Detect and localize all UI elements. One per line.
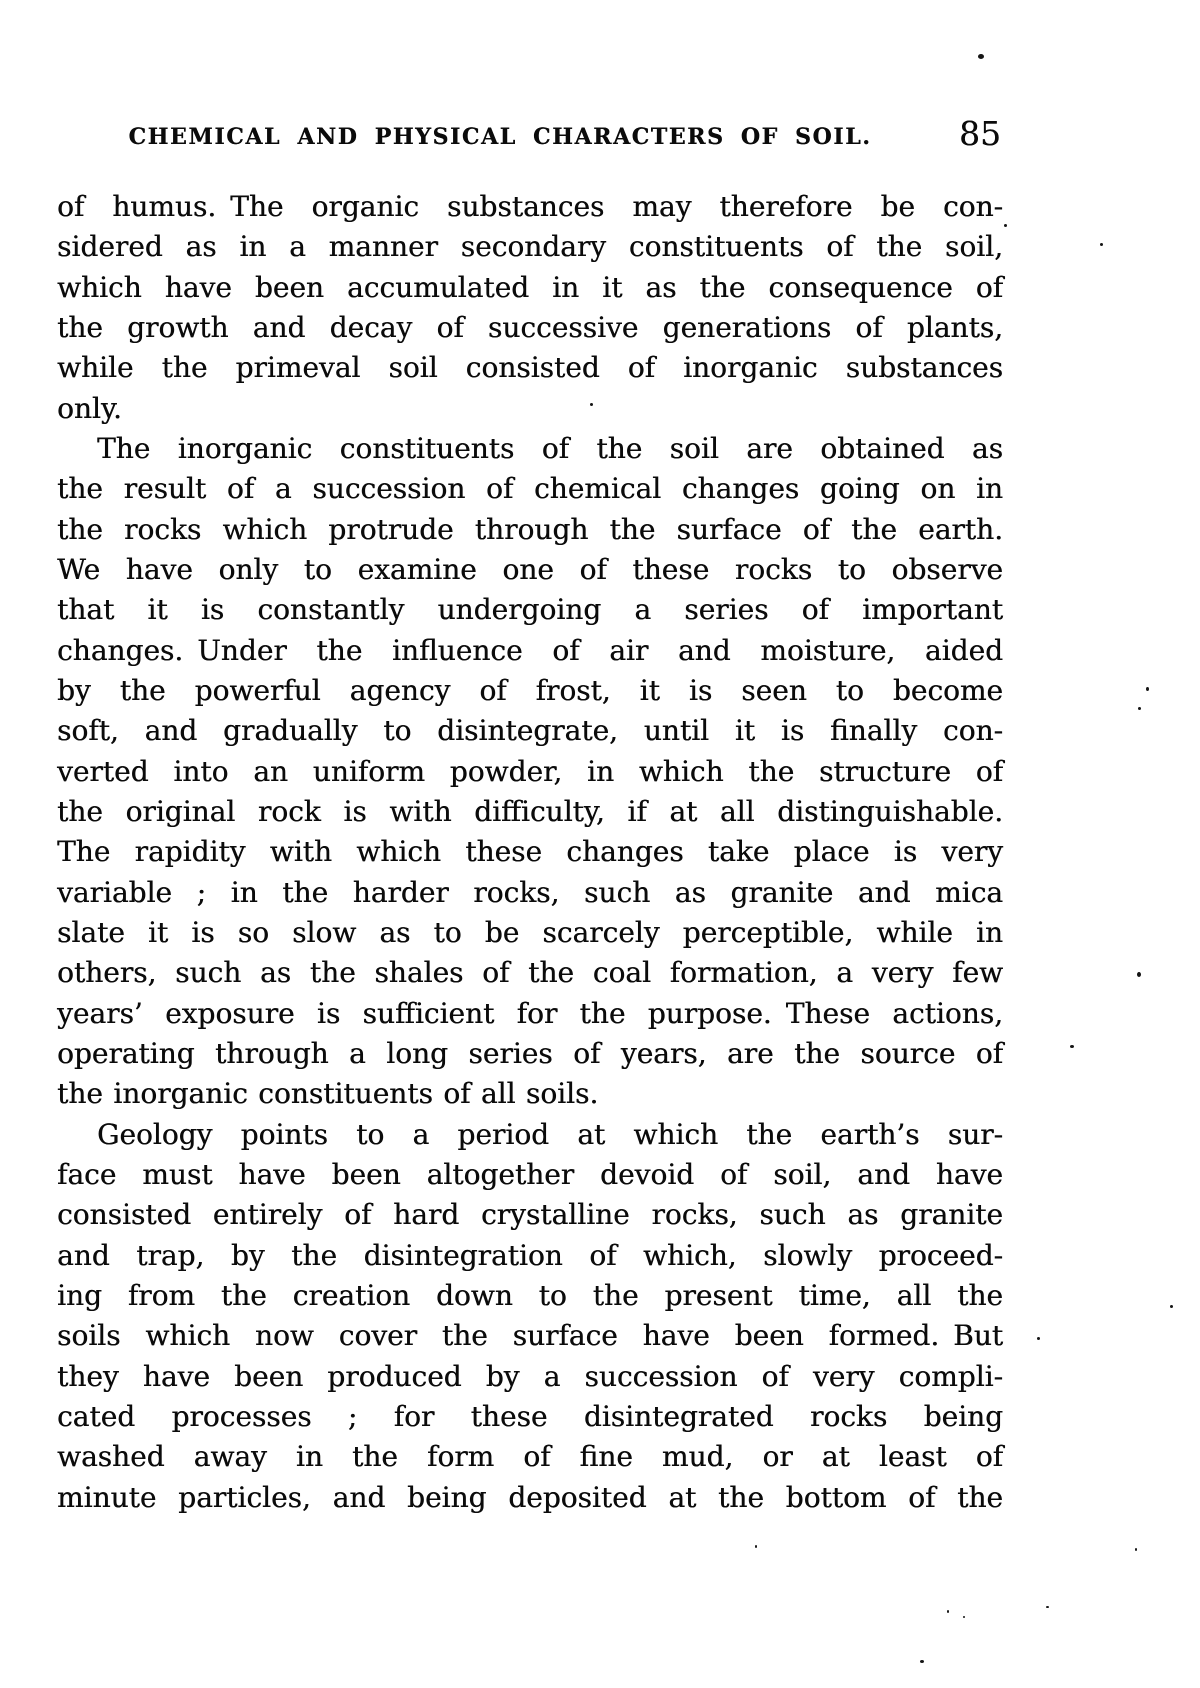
scan-speck — [920, 1660, 924, 1663]
text-line: the inorganic constituents of all soils. — [57, 1077, 599, 1111]
text-line: the rocks which protrude through the surface of the earth. — [57, 512, 1003, 546]
text-line: while the primeval soil consisted of inorganic substances — [57, 351, 1003, 385]
text-line: that it is constantly undergoing a series of important — [57, 593, 1003, 627]
scan-speck — [1070, 1045, 1074, 1048]
scan-speck — [963, 1616, 965, 1618]
scan-speck — [947, 1610, 949, 1613]
text-line: washed away in the form of fine mud, or at least of — [57, 1440, 1003, 1474]
text-line: consisted entirely of hard crystalline rocks, such as granite — [57, 1198, 1003, 1232]
text-line: face must have been altogether devoid of soil, and have — [57, 1157, 1003, 1191]
text-line: operating through a long series of years, are the source of — [57, 1036, 1003, 1070]
text-line: cated processes ; for these disintegrated rocks being — [57, 1399, 1003, 1433]
text-line: verted into an uniform powder, in which the structure of — [57, 754, 1003, 788]
scan-speck — [1046, 1606, 1049, 1608]
text-line: they have been produced by a succession of very compli- — [57, 1359, 1003, 1393]
scan-speck — [590, 403, 593, 406]
scan-speck — [978, 54, 984, 59]
scan-speck — [1037, 1337, 1040, 1340]
text-line: the result of a succession of chemical changes going on in — [57, 472, 1003, 506]
text-line: the growth and decay of successive generations of plants, — [57, 310, 1003, 344]
scan-speck — [755, 1545, 757, 1548]
scan-speck — [1004, 224, 1007, 227]
text-line: Geology points to a period at which the earth’s sur- — [97, 1117, 1003, 1151]
text-line: We have only to examine one of these rocks to observe — [57, 552, 1003, 586]
running-head — [57, 114, 1003, 162]
scan-speck — [1100, 243, 1103, 246]
page-number: 85 — [959, 114, 1001, 153]
scan-speck — [1137, 972, 1141, 977]
text-line: The inorganic constituents of the soil are obtained as — [97, 431, 1003, 465]
text-line: sidered as in a manner secondary constituents of the soil, — [57, 230, 1003, 264]
text-line: variable ; in the harder rocks, such as granite and mica — [57, 875, 1003, 909]
body-text — [57, 187, 1003, 1518]
scan-speck — [1170, 1305, 1173, 1308]
text-line: soils which now cover the surface have been formed. But — [57, 1319, 1003, 1353]
scan-speck — [1135, 1548, 1137, 1551]
text-line: the original rock is with difficulty, if at all distinguishable. — [57, 794, 1003, 828]
text-line: others, such as the shales of the coal formation, a very few — [57, 956, 1003, 990]
text-line: slate it is so slow as to be scarcely perceptible, while in — [57, 915, 1003, 949]
text-line: only. — [57, 391, 122, 425]
text-line: The rapidity with which these changes take place is very — [57, 835, 1003, 869]
text-line: minute particles, and being deposited at the bottom of the — [57, 1480, 1003, 1514]
text-line: which have been accumulated in it as the consequence of — [57, 270, 1003, 304]
text-line: years’ exposure is sufficient for the purpose. These actions, — [57, 996, 1003, 1030]
text-line: soft, and gradually to disintegrate, until it is finally con- — [57, 714, 1003, 748]
text-line: by the powerful agency of frost, it is seen to become — [57, 673, 1003, 707]
scan-speck — [1146, 687, 1149, 691]
text-line: of humus. The organic substances may therefore be con- — [57, 190, 1003, 223]
page-header-title: CHEMICAL AND PHYSICAL CHARACTERS OF SOIL. — [128, 124, 872, 150]
scan-speck — [1138, 707, 1141, 710]
text-line: ing from the creation down to the present time, all the — [57, 1278, 1003, 1312]
text-line: and trap, by the disintegration of which, slowly proceed- — [57, 1238, 1003, 1272]
text-line: changes. Under the influence of air and moisture, aided — [57, 633, 1003, 667]
